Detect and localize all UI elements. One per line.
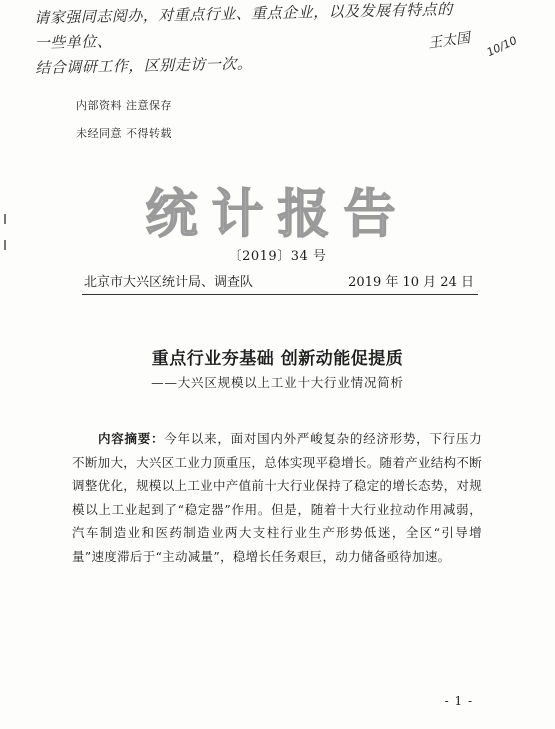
article-title: 重点行业夯基础 创新动能促提质 [151, 349, 404, 369]
masthead-text: 统计报告 [145, 185, 410, 245]
masthead-title [0, 172, 555, 247]
abstract-label: 内容摘要： [98, 431, 165, 446]
issuer-name: 北京市大兴区统计局、调查队 [84, 275, 254, 290]
page-number: - 1 - [444, 694, 473, 708]
article-subtitle: ——大兴区规模以上工业十大行业情况简析 [151, 375, 404, 390]
notice-internal: 内部资料 注意保存 [76, 99, 172, 112]
handwritten-date: 10/10 [484, 33, 519, 60]
issue-date: 2019 年 10 月 24 日 [348, 275, 474, 290]
issue-number: 〔2019〕34 号 [228, 249, 327, 264]
notice-reprint: 未经同意 不得转载 [76, 127, 172, 140]
abstract-paragraph [72, 427, 482, 568]
handwritten-instruction [34, 0, 465, 81]
abstract-text: 今年以来，面对国内外严峻复杂的经济形势，下行压力不断加大，大兴区工业力顶重压，总体实现平稳增长。随着产业结构不断调整优化，规模以上工业中产值前十大行业保持了稳定的增长态势，对规模以上工业起到了“稳定器”作用。但是，随着十大行业拉动作用减弱，汽车制造业和医药制造业两大支柱行业生产形势低迷，全区“引导增量”速度滞后于“主动减量”，稳增长任务艰巨，动力储备亟待加速。 [72, 431, 482, 564]
handwritten-line-1: 请家强同志阅办，对重点行业、重点企业，以及发展有特点的一些单位、 [34, 0, 453, 52]
header-divider [82, 294, 478, 295]
handwritten-line-2: 结合调研工作，区别走访一次。 [35, 54, 253, 77]
issuer-row [84, 271, 474, 290]
handwritten-signature: 王太国 [427, 30, 472, 52]
